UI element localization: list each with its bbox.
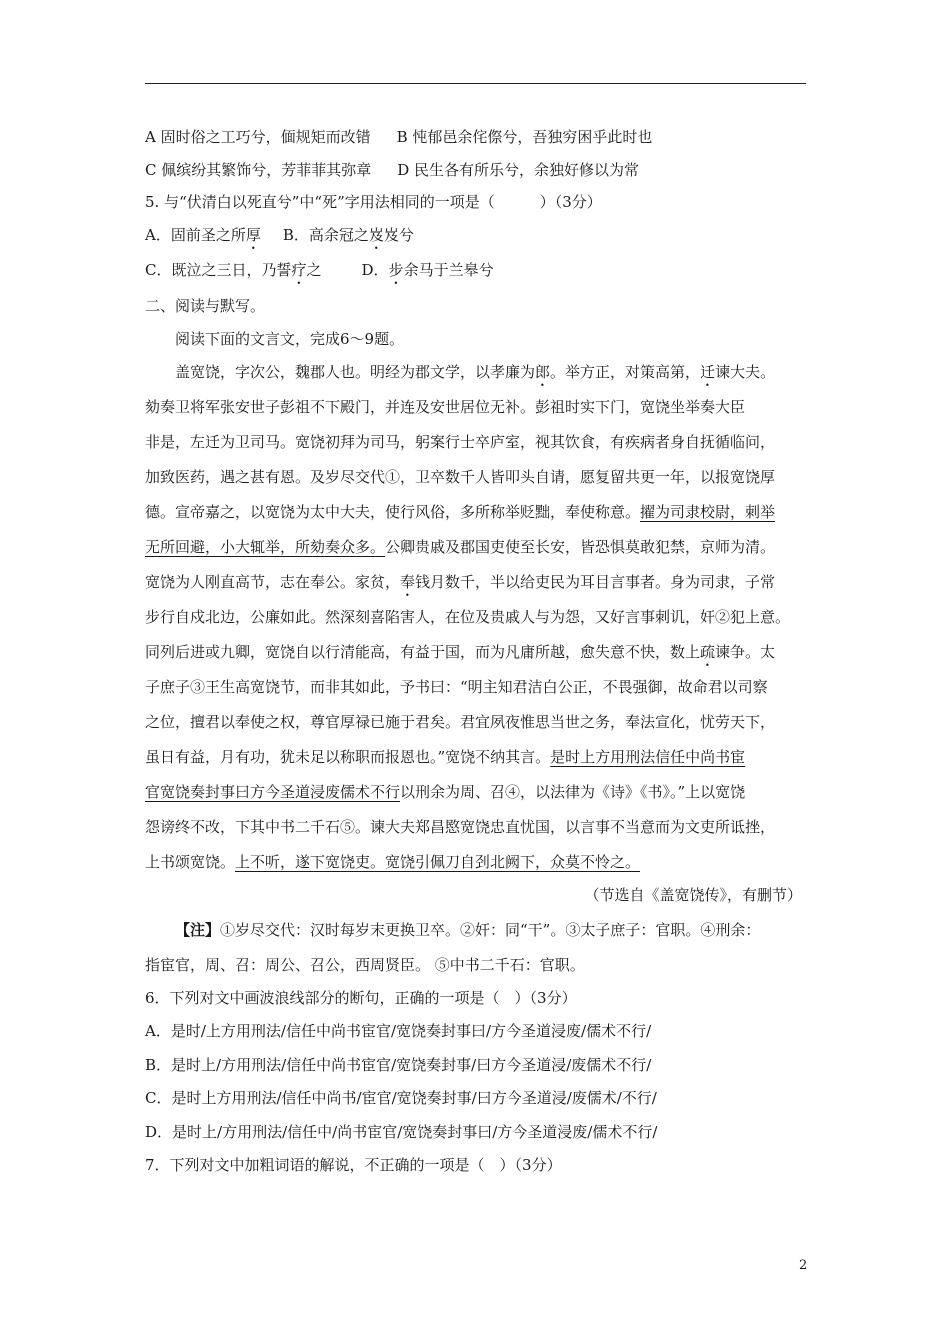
passage-line-13: 官宽饶奏封事曰方今圣道浸废儒术不行以刑余为周、召④，以法律为《诗》《书》。”上以宽饶 [145, 783, 746, 801]
passage-line-8: 步行自戍北边，公廉如此。然深刻喜陷害人，在位及贵戚人与为怨，又好言事刺讥，奸②犯上意。 [145, 608, 791, 626]
passage-line-11: 之位，擅君以奉使之权，尊官厚禄已施于君矣。君宜夙夜惟思当世之务，奉法宣化，忧劳天下， [145, 713, 776, 731]
passage-line-9: 同列后进或九卿，宽饶自以行清能高，有益于国，而为凡庸所越，愈失意不快，数上疏谏争。太 [145, 643, 776, 661]
passage-line-3: 非是，左迁为卫司马。宽饶初拜为司马，躬案行士卒庐室，视其饮食，有疾病者身自抚循临问， [145, 433, 776, 451]
section-instruction: 阅读下面的文言文，完成6～9题。 [175, 330, 405, 348]
q4-option-d: D 民生各有所乐兮，余独好修以为常 [397, 161, 640, 179]
q5-options-row-1 [145, 225, 414, 253]
notes-label: 【注】 [175, 921, 221, 939]
passage-line-6: 无所回避，小大辄举，所劾奏众多。公卿贵戚及郡国吏使至长安，皆恐惧莫敢犯禁，京师为清。 [145, 538, 776, 556]
notes-line-1: 【注】①岁尽交代：汉时每岁末更换卫卒。②奸：同“干”。③太子庶子：官职。④刑余： [175, 921, 761, 939]
q5-option-b: B．高余冠之岌岌兮 [282, 226, 414, 244]
q5-option-d: D．步余马于兰皋兮 [361, 261, 494, 279]
passage-line-2: 劾奏卫将军张安世子彭祖不下殿门，并连及安世居位无补。彭祖时实下门，宽饶坐举奏大臣 [145, 398, 746, 416]
underlined-text: 上不听，遂下宽饶吏。宽饶引佩刀自刭北阙下，众莫不怜之。 [235, 853, 641, 871]
notes-line-2: 指宦官，周、召：周公、召公，西周贤臣。 ⑤中书二千石：官职。 [145, 956, 585, 974]
section-title: 二、阅读与默写。 [145, 297, 266, 315]
passage-line-5: 德。宣帝嘉之，以宽饶为太中大夫，使行风俗，多所称举贬黜，奉使称意。擢为司隶校尉，刺举 [145, 503, 776, 521]
q6-option-c: C．是时上方用刑法/信任中尚书/宦官/宽饶奏封事/曰方今圣道浸/废儒术/不行/ [145, 1089, 657, 1107]
q4-options-row-2 [145, 160, 639, 180]
q4-option-c: C 佩缤纷其繁饰兮，芳菲菲其弥章 [145, 161, 372, 179]
q6-option-b: B．是时上/方用刑法/信任中尚书宦官/宽饶奏封事/曰方今圣道浸/废儒术不行/ [145, 1056, 652, 1074]
q4-options-row-1 [145, 127, 652, 147]
q6-option-a: A．是时/上方用刑法/信任中尚书宦官/宽饶奏封事曰/方今圣道浸废/儒术不行/ [145, 1022, 652, 1040]
q5-option-c: C．既泣之三日，乃誓疗之 [145, 261, 322, 279]
q6-stem: 6．下列对文中画波浪线部分的断句，正确的一项是（ ）（3分） [145, 989, 577, 1007]
q4-option-b: B 忳郁邑余侘傺兮，吾独穷困乎此时也 [396, 128, 653, 146]
passage-line-10: 子庶子③王生高宽饶节，而非其如此，予书曰：“明主知君洁白公正，不畏强御，故命君以司察 [145, 678, 768, 696]
wavy-underlined-text: 官宽饶奏封事曰方今圣道浸废儒术不行 [145, 783, 401, 801]
underlined-text: 无所回避，小大辄举，所劾奏众多。 [145, 538, 386, 556]
passage-line-15: 上书颂宽饶。上不听，遂下宽饶吏。宽饶引佩刀自刭北阙下，众莫不怜之。 [145, 853, 641, 871]
q7-stem: 7．下列对文中加粗词语的解说，不正确的一项是（ ）（3分） [145, 1156, 562, 1174]
passage-line-1: 盖宽饶，字次公，魏郡人也。明经为郡文学，以孝廉为郎。举方正，对策高第，迁谏大夫。 [175, 363, 776, 381]
passage-line-7: 宽饶为人刚直高节，志在奉公。家贫，奉钱月数千，半以给吏民为耳目言事者。身为司隶，子常 [145, 573, 776, 591]
passage-line-4: 加致医药，遇之甚有恩。及岁尽交代①，卫卒数千人皆叩头自请，愿复留共更一年，以报宽饶厚 [145, 468, 776, 486]
passage-line-14: 怨谤终不改，下其中书二千石⑤。谏大夫郑昌愍宽饶忠直忧国，以言事不当意而为文吏所诋挫， [145, 818, 776, 836]
q5-option-a: A．固前圣之所厚 [145, 226, 261, 244]
q6-option-d: D．是时上/方用刑法/信任中/尚书宦官/宽饶奏封事曰/方今圣道浸废/儒术不行/ [145, 1123, 658, 1141]
header-rule [145, 83, 806, 84]
page-number: 2 [799, 1258, 808, 1273]
q5-stem: 5. 与“伏清白以死直兮”中“死”字用法相同的一项是（ ）（3分） [145, 193, 602, 211]
passage-source: （节选自《盖宽饶传》，有删节） [584, 886, 802, 904]
q4-option-a: A 固时俗之工巧兮，偭规矩而改错 [145, 128, 371, 146]
passage-line-12: 虽日有益，月有功，犹未足以称职而报恩也。”宽饶不纳其言。是时上方用刑法信任中尚书宦 [145, 748, 746, 766]
q5-options-row-2 [145, 260, 494, 288]
wavy-underlined-text: 是时上方用刑法信任中尚书宦 [550, 748, 746, 766]
underlined-text: 擢为司隶校尉，刺举 [640, 503, 776, 521]
